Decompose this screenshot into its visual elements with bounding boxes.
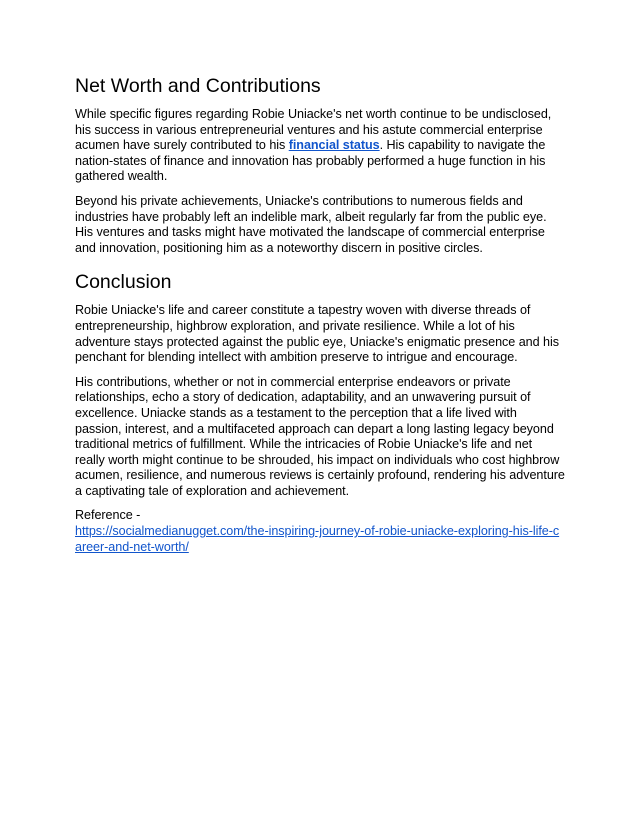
net-worth-paragraph-1 (75, 107, 565, 185)
section-heading-conclusion: Conclusion (75, 271, 172, 294)
net-worth-paragraph-2: Beyond his private achievements, Uniacke's contributions to numerous fields and industries have probably left an indelible mark, albeit regularly far from the public eye. His ventures and tasks might have motivated the landscape of commercial enterprise and innovation, positioning him as a noteworthy discern in positive circles. (75, 193, 547, 255)
net-worth-paragraph-1-text-before: While specific figures regarding Robie Uniacke's net worth continue to be undisclosed, his success in various entrepreneurial ventures and his astute commercial enterprise acumen have surely contributed to his (75, 107, 552, 153)
section-heading-net-worth: Net Worth and Contributions (75, 75, 321, 97)
financial-status-link[interactable]: financial status (288, 138, 380, 153)
reference-link[interactable]: https://socialmedianugget.com/the-inspiring-journey-of-robie-uniacke-exploring-his-life-career-and-net-worth/ (75, 524, 560, 554)
conclusion-paragraph-2: His contributions, whether or not in commercial enterprise endeavors or private relationships, echo a story of dedication, adaptability, and an unwavering pursuit of excellence. Uniacke stands as a testament to the perception that a life lived with passion, interest, and a multifaceted approach can depart a long lasting legacy beyond traditional metrics of fulfillment. While the intricacies of Robie Uniacke's life and net really worth might continue to be shrouded, his impact on individuals who cost highbrow acumen, resilience, and numerous reviews is certainly profound, rendering his adventure a captivating tale of exploration and achievement. (75, 374, 565, 498)
document-page (75, 74, 565, 564)
reference-block (75, 508, 565, 555)
net-worth-paragraph-1-text-after: . His capability to navigate the nation-states of finance and innovation has probably performed a huge function in his gathered wealth. (75, 138, 546, 184)
conclusion-paragraph-1: Robie Uniacke's life and career constitute a tapestry woven with diverse threads of entrepreneurship, highbrow exploration, and private resilience. While a lot of his adventure stays protected against the public eye, Uniacke's enigmatic presence and his penchant for blending intellect with ambition preserve to intrigue and encourage. (75, 303, 559, 365)
reference-label: Reference - (75, 508, 141, 523)
